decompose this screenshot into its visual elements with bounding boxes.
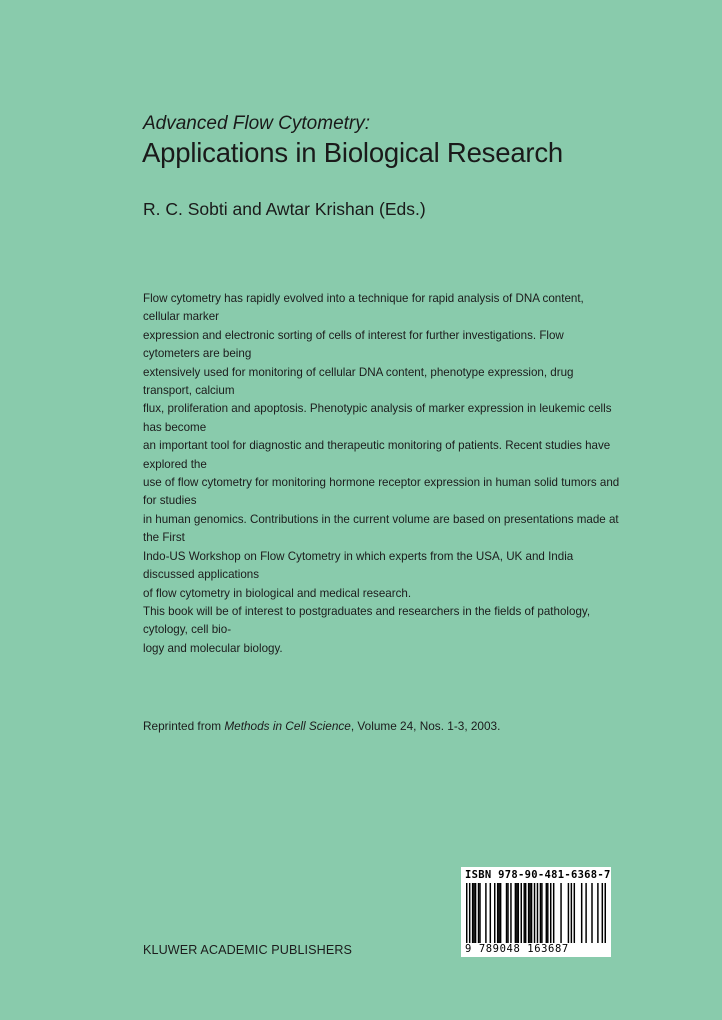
reprint-note: [143, 719, 500, 733]
barcode-bar: [541, 883, 542, 943]
barcode-bar: [534, 883, 535, 943]
reprint-suffix: , Volume 24, Nos. 1-3, 2003.: [350, 719, 501, 733]
barcode-bar: [537, 883, 538, 943]
barcode-bar: [510, 883, 511, 943]
barcode-bar: [602, 883, 603, 943]
barcode-bar: [469, 883, 470, 943]
barcode-bar: [475, 883, 476, 943]
barcode-bar: [521, 883, 522, 943]
barcode-bar: [490, 883, 491, 943]
barcode-bar: [560, 883, 561, 943]
barcode-bar: [597, 883, 598, 943]
abstract-paragraph: Flow cytometry has rapidly evolved into a technique for rapid analysis of DNA content, cellular marker expression and electronic sorting of cells of interest for further investigations. Flow cytometers are being extensively used for monitoring of cellular DNA content, phenotype expression, drug transport, calcium flux, proliferation and apoptosis. Phenotypic analysis of marker expression in leukemic cells has become an important tool for diagnostic and therapeutic monitoring of patients. Recent studies have explored the use of flow cytometry for monitoring hormone receptor expression in human solid tumors and for studies in human genomics. Contributions in the current volume are based on presentations made at the First Indo-US Workshop on Flow Cytometry in which experts from the USA, UK and India discussed applications of flow cytometry in biological and medical research.: [143, 292, 620, 600]
barcode-bar: [591, 883, 592, 943]
isbn-barcode: [461, 867, 611, 957]
barcode-bar: [525, 883, 526, 943]
barcode-bar: [546, 883, 547, 943]
barcode-bar: [516, 883, 517, 943]
barcode-bar: [497, 883, 498, 943]
journal-name: Methods in Cell Science: [224, 719, 351, 733]
barcode-bar: [506, 883, 507, 943]
barcode-bar: [500, 883, 501, 943]
barcode-bar: [568, 883, 569, 943]
barcode-bar: [531, 883, 532, 943]
barcode-bar: [518, 883, 519, 943]
barcode-bar: [528, 883, 529, 943]
book-abstract: [143, 290, 623, 658]
barcode-bar: [585, 883, 586, 943]
barcode-bar: [605, 883, 606, 943]
barcode-bar: [494, 883, 495, 943]
publisher-name: KLUWER ACADEMIC PUBLISHERS: [143, 943, 353, 957]
isbn-label: ISBN 978-90-481-6368-7: [465, 869, 611, 881]
barcode-bar: [472, 883, 473, 943]
book-title: Applications in Biological Research: [142, 137, 564, 168]
abstract-paragraph: This book will be of interest to postgraduates and researchers in the fields of pathology, cytology, cell bio- logy and molecular biology.: [143, 604, 591, 655]
ean-digits: 9 789048 163687: [465, 943, 569, 955]
barcode-bar: [529, 883, 530, 943]
book-subtitle: Advanced Flow Cytometry:: [143, 113, 371, 134]
barcode-bar: [466, 883, 467, 943]
barcode-bar: [540, 883, 541, 943]
barcode-bar: [473, 883, 474, 943]
barcode-bar: [581, 883, 582, 943]
barcode-bar: [515, 883, 516, 943]
book-editors: R. C. Sobti and Awtar Krishan (Eds.): [143, 199, 426, 219]
barcode-bar: [507, 883, 508, 943]
barcode-bar: [547, 883, 548, 943]
barcode-bars: [466, 883, 606, 943]
barcode-bar: [574, 883, 575, 943]
barcode-bar: [553, 883, 554, 943]
barcode-bar: [478, 883, 479, 943]
barcode-bar: [479, 883, 480, 943]
barcode-bar: [498, 883, 499, 943]
reprint-prefix: Reprinted from: [143, 719, 225, 733]
barcode-bar: [523, 883, 524, 943]
barcode-bar: [550, 883, 551, 943]
barcode-bar: [485, 883, 486, 943]
barcode-bar: [571, 883, 572, 943]
